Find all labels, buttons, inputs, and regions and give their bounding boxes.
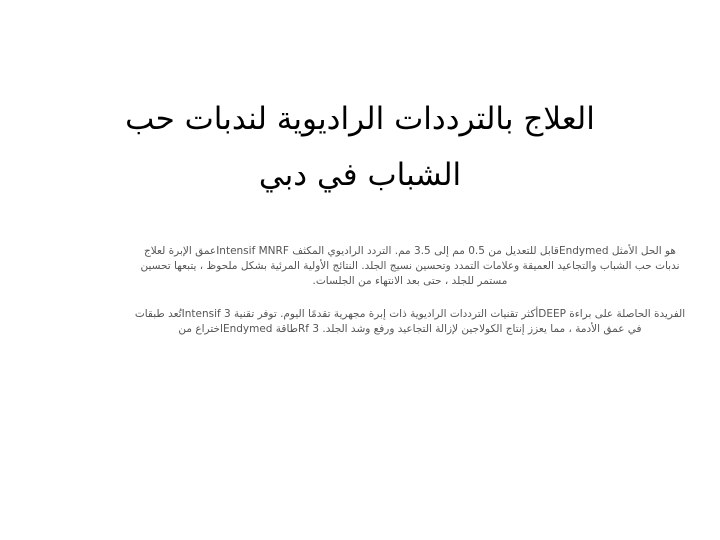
- title-line-2: الشباب في دبي: [258, 156, 462, 193]
- title-line-1: العلاج بالترددات الراديوية لندبات حب: [125, 100, 595, 137]
- slide-title: [60, 91, 660, 203]
- slide-body: [132, 244, 688, 355]
- body-paragraph-2: الفريدة الحاصلة على براءة DEEPأكثر تقنيات الترددات الراديوية ذات إبرة مجهرية تقدمًا اليوم. توفر تقنية Intensif 3تُعد طبقات في عمق الأدمة ، مما يعزز إنتاج الكولاجين لإزالة التجاعيد ورفع وشد الجلد. Rf 3طاقة Endymedاختراع من: [134, 308, 686, 335]
- body-paragraph-1: هو الحل الأمثل Endymedقابل للتعديل من 0.5 مم إلى 3.5 مم. التردد الراديوي المكثف Intensif MNRFعمق الإبرة لعلاج ندبات حب الشباب والتجاعيد العميقة وعلامات التمدد وتحسين نسيج الجلد. النتائج الأولية المرئية بشكل ملحوظ ، يتبعها تحسين مستمر للجلد ، حتى بعد الانتهاء من الجلسات.: [140, 245, 680, 287]
